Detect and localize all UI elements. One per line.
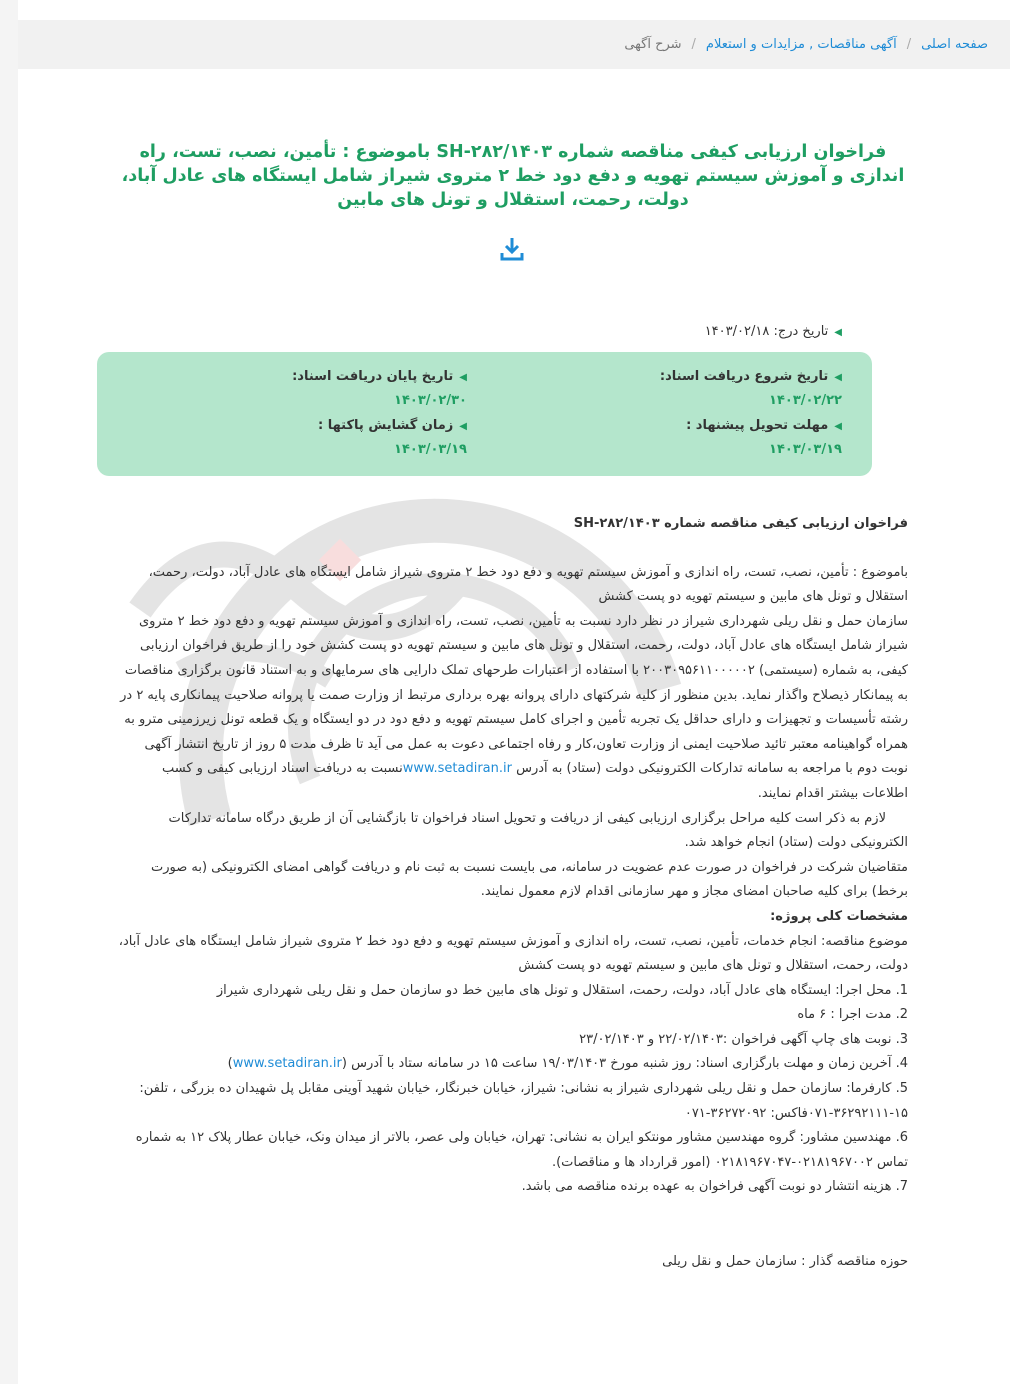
triangle-left-icon: ◀ [834,372,842,383]
start-date [660,369,842,408]
specs-heading: مشخصات کلی پروژه: [770,908,908,924]
deadline-label: مهلت تحویل پیشنهاد : [686,418,829,433]
body-intro-text: سازمان حمل و نقل ریلی شهرداری شیراز در نظر دارد نسبت به تأمین، نصب، تست، راه اندازی و آموزش سیستم تهویه و دفع دود خط ۲ متروی شیراز شامل ایستگاه های عادل آباد، دولت، رحمت، استقلال و تونل های مابین و سیستم تهویه دو پست کشش خود را از طریق فراخوان ارزیابی کیفی، به شماره (سیستمی) ۲۰۰۳۰۹۵۶۱۱۰۰۰۰۰۲ با استفاده از اعتبارات طرحهای تملک دارایی های سرمایهای و به استناد قانون برگزاری مناقصات به پیمانکار ذیصلاح واگذار نماید. بدین منظور از کلیه شرکتهای دارای پروانه بهره برداری مرتبط از وزارت صمت یا پروانه صلاحیت پیمانکاری پایه ۲ در رشته تأسیسات و تجهیزات و دارای حداقل یک تجربه تأمین و اجرای کامل سیستم تهویه و دفع دود در دو ایستگاه و یک قطعه تونل زیرزمینی مترو به همراه گواهینامه معتبر تائید صلاحیت ایمنی از وزارت تعاون،کار و رفاه اجتماعی دعوت به عمل می آید تا ظرف مدت ۵ روز از تاریخ انتشار آگهی نوبت دوم با مراجعه به سامانه تدارکات الکترونیکی دولت (ستاد) به آدرس [120,613,908,777]
setadiran-link[interactable]: www.setadiran.ir [402,761,512,777]
body-note: لازم به ذکر است کلیه مراحل برگزاری ارزیابی کیفی از دریافت و تحویل اسناد فراخوان تا بازگشایی آن از طریق درگاه سامانه تدارکات الکترونیکی دولت (ستاد) انجام خواهد شد. [168,810,908,851]
breadcrumb-separator: / [906,37,912,52]
end-date-value: ۱۴۰۳/۰۲/۳۰ [394,393,467,408]
list-item-text: آخرین زمان و مهلت بارگزاری اسناد: روز شنبه مورخ ۱۹/۰۳/۱۴۰۳ ساعت ۱۵ در سامانه ستاد با آدرس ( [341,1056,892,1072]
list-item [118,1052,908,1077]
posted-label: تاریخ درج: [773,324,829,339]
body-applicants: متقاضیان شرکت در فراخوان در صورت عدم عضویت در سامانه، می بایست نسبت به ثبت نام و دریافت گواهی امضای الکترونیکی (به صورت برخط) برای کلیه صاحبان امضای مجاز و مهر سازمانی اقدام لازم معمول نمایند. [150,859,908,900]
list-item: 3. نوبت های چاپ آگهی فراخوان :۲۲/۰۲/۱۴۰۳ و ۲۳/۰۲/۱۴۰۳ [118,1028,908,1053]
body-intro-tail: نسبت به دریافت اسناد ارزیابی کیفی و کسب اطلاعات بیشتر اقدام نمایند. [162,761,908,801]
list-item: 2. مدت اجرا : ۶ ماه [118,1003,908,1028]
triangle-left-icon: ◀ [459,421,467,432]
body-subject: باموضوع : تأمین، نصب، تست، راه اندازی و آموزش سیستم تهویه و دفع دود خط ۲ متروی شیراز شامل ایستگاه های عادل آباد، دولت، رحمت، استقلال و تونل های مابین و سیستم تهویه دو پست کشش [148,564,908,605]
body-heading: فراخوان ارزیابی کیفی مناقصه شماره SH-۲۸۲/۱۴۰۳ [573,516,908,531]
posted-date [705,324,842,339]
breadcrumb-home[interactable]: صفحه اصلی [921,37,988,52]
list-item: 6. مهندسین مشاور: گروه مهندسین مشاور مونتکو ایران به نشانی: تهران، خیابان ولی عصر، بالاتر از میدان ونک، خیابان عطار پلاک ۱۲ به شماره تماس ۰۲۱۸۱۹۶۷۰۰۲-۰۲۱۸۱۹۶۷۰۴۷ (امور قرارداد ها و مناقصات). [118,1126,908,1175]
dates-panel [97,352,872,476]
deadline-date [686,418,842,457]
list-item: 1. محل اجرا: ایستگاه های عادل آباد، دولت، رحمت، استقلال و تونل های مابین خط دو سازمان حمل و نقل ریلی شهرداری شیراز [118,979,908,1004]
breadcrumb-category[interactable]: آگهی مناقصات , مزایدات و استعلام [705,37,897,52]
footer-issuer: حوزه مناقصه گذار : سازمان حمل و نقل ریلی [662,1254,908,1270]
announcement-body [118,512,908,1275]
specs-list [118,979,908,1200]
opening-label: زمان گشایش پاکتها : [317,418,454,433]
opening-value: ۱۴۰۳/۰۳/۱۹ [394,442,467,457]
breadcrumb [18,20,1010,69]
start-date-label: تاریخ شروع دریافت اسناد: [659,369,829,384]
page-gutter [0,0,18,1384]
list-item: 5. کارفرما: سازمان حمل و نقل ریلی شهرداری شیراز به نشانی: شیراز، خیابان خبرنگار، خیابان شهید آوینی مقابل پل شهیدان ده بزرگی ، تلفن: ۱۵-۳۶۲۹۲۱۱۱-۰۷۱فاکس: ۳۶۲۷۲۰۹۲-۰۷۱ [118,1077,908,1126]
breadcrumb-current: شرح آگهی [624,37,682,52]
end-date-label: تاریخ پایان دریافت اسناد: [292,369,454,384]
body-intro [118,610,908,807]
posted-value: ۱۴۰۳/۰۲/۱۸ [704,324,770,339]
list-item: 7. هزینه انتشار دو نوبت آگهی فراخوان به عهده برنده مناقصه می باشد. [118,1175,908,1200]
end-date [292,369,467,408]
opening-date [318,418,467,457]
setadiran-link[interactable]: www.setadiran.ir [232,1056,342,1072]
triangle-left-icon: ◀ [459,372,467,383]
download-icon[interactable] [499,236,525,262]
triangle-left-icon: ◀ [834,421,842,432]
triangle-left-icon: ◀ [834,327,842,338]
start-date-value: ۱۴۰۳/۰۲/۲۲ [769,393,842,408]
specs-subject: موضوع مناقصه: انجام خدمات، تأمین، نصب، تست، راه اندازی و آموزش سیستم تهویه و دفع دود خط ۲ متروی شیراز شامل ایستگاه های عادل آباد، دولت، رحمت، استقلال و تونل های مابین و سیستم تهویه دو پست کشش [118,933,908,974]
breadcrumb-separator: / [691,37,696,52]
deadline-value: ۱۴۰۳/۰۳/۱۹ [769,442,842,457]
page-title: فراخوان ارزیابی کیفی مناقصه شماره SH-۲۸۲/۱۴۰۳ باموضوع : تأمین، نصب، تست، راه اندازی و آموزش سیستم تهویه و دفع دود خط ۲ متروی شیراز شامل ایستگاه های عادل آباد، دولت، رحمت، استقلال و تونل های مابین [121,142,905,210]
list-item-close: ) [227,1056,233,1072]
